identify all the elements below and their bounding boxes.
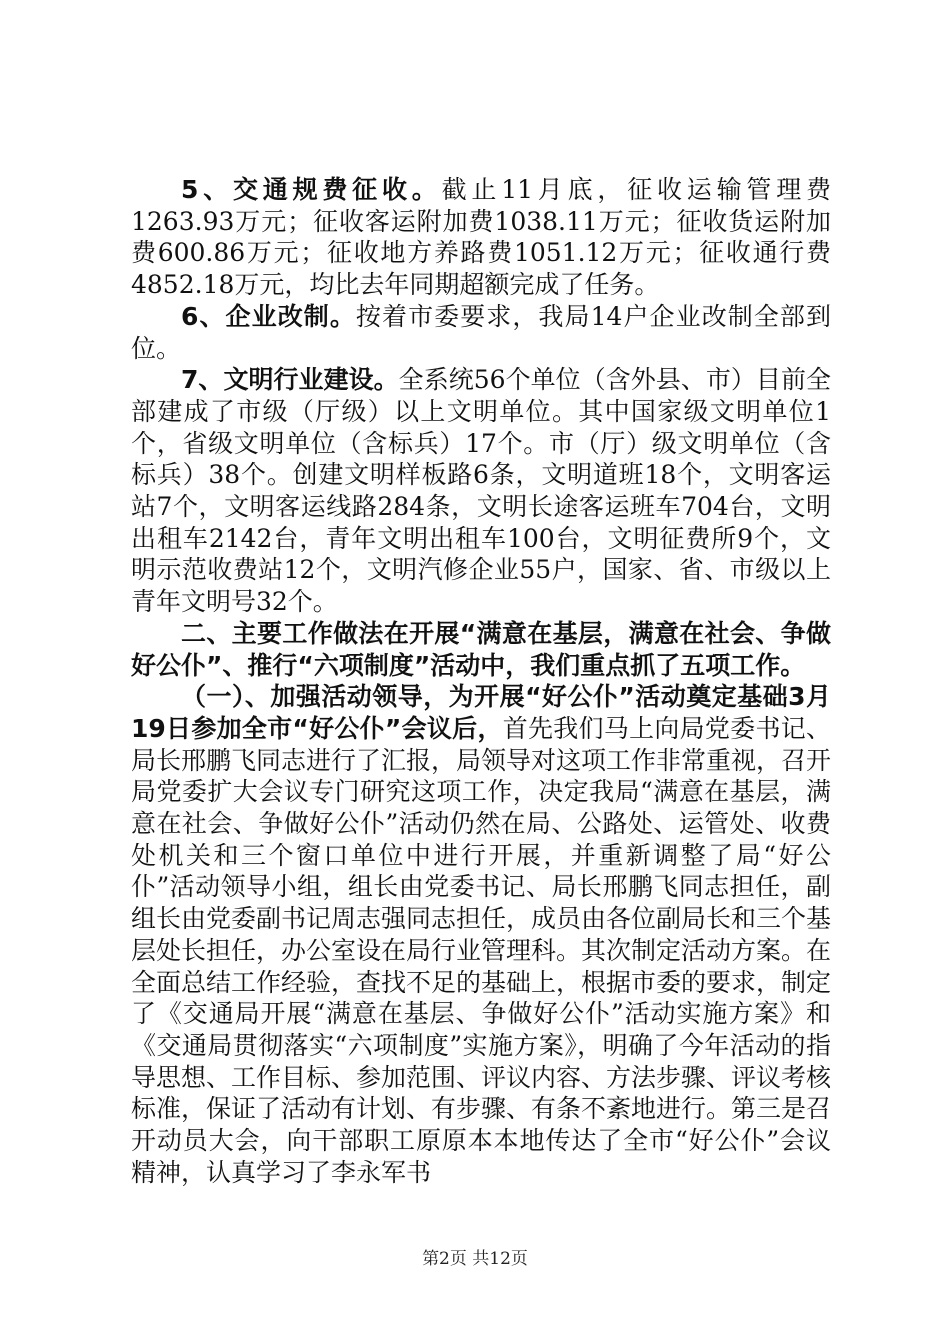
paragraph-strengthen-leadership bbox=[131, 681, 831, 1188]
paragraph-fee-collection bbox=[131, 174, 831, 301]
document-body bbox=[131, 174, 831, 1189]
paragraph-heading: （一）、加强活动领导，为开展“好公仆”活动奠定基础3月19日参加全市“好公仆”会议后， bbox=[131, 682, 831, 743]
section-heading-main-practices bbox=[131, 618, 831, 681]
paragraph-heading: 5、交通规费征收。 bbox=[181, 175, 442, 204]
paragraph-heading: 二、主要工作做法在开展“满意在基层，满意在社会、争做好公仆”、推行“六项制度”活动中，我们重点抓了五项工作。 bbox=[131, 618, 831, 680]
paragraph-text: 全系统56个单位（含外县、市）目前全部建成了市级（厅级）以上文明单位。其中国家级文明单位1个，省级文明单位（含标兵）17个。市（厅）级文明单位（含标兵）38个。创建文明样板路6条，文明道班18个，文明客运站7个，文明客运线路284条，文明长途客运班车704台，文明出租车2142台，青年文明出租车100台，文明征费所9个，文明示范收费站12个，文明汽修企业55户，国家、省、市级以上青年文明号32个。 bbox=[131, 365, 831, 617]
paragraph-text: 按着市委要求，我局14户企业改制全部到位。 bbox=[131, 301, 831, 363]
paragraph-heading: 7、文明行业建设。 bbox=[181, 365, 399, 395]
paragraph-civilization-building bbox=[131, 364, 831, 618]
paragraph-text: 截止11月底，征收运输管理费1263.93万元；征收客运附加费1038.11万元；征收货运附加费600.86万元；征收地方养路费1051.12万元；征收通行费4852.18万元，均比去年同期超额完成了任务。 bbox=[131, 175, 831, 300]
paragraph-heading: 6、企业改制。 bbox=[181, 301, 356, 331]
paragraph-enterprise-reform bbox=[131, 301, 831, 364]
paragraph-text: 首先我们马上向局党委书记、局长邢鹏飞同志进行了汇报，局领导对这项工作非常重视，召开局党委扩大会议专门研究这项工作，决定我局“满意在基层，满意在社会、争做好公仆”活动仍然在局、公路处、运管处、收费处机关和三个窗口单位中进行开展，并重新调整了局“好公仆”活动领导小组，组长由党委书记、局长邢鹏飞同志担任，副组长由党委副书记周志强同志担任，成员由各位副局长和三个基层处长担任，办公室设在局行业管理科。其次制定活动方案。在全面总结工作经验，查找不足的基础上，根据市委的要求，制定了《交通局开展“满意在基层、争做好公仆”活动实施方案》和《交通局贯彻落实“六项制度”实施方案》，明确了今年活动的指导思想、工作目标、参加范围、评议内容、方法步骤、评议考核标准，保证了活动有计划、有步骤、有条不紊地进行。第三是召开动员大会，向干部职工原原本本地传达了全市“好公仆”会议精神，认真学习了李永军书 bbox=[131, 713, 832, 1187]
page-number-footer: 第2页 共12页 bbox=[422, 1249, 528, 1269]
